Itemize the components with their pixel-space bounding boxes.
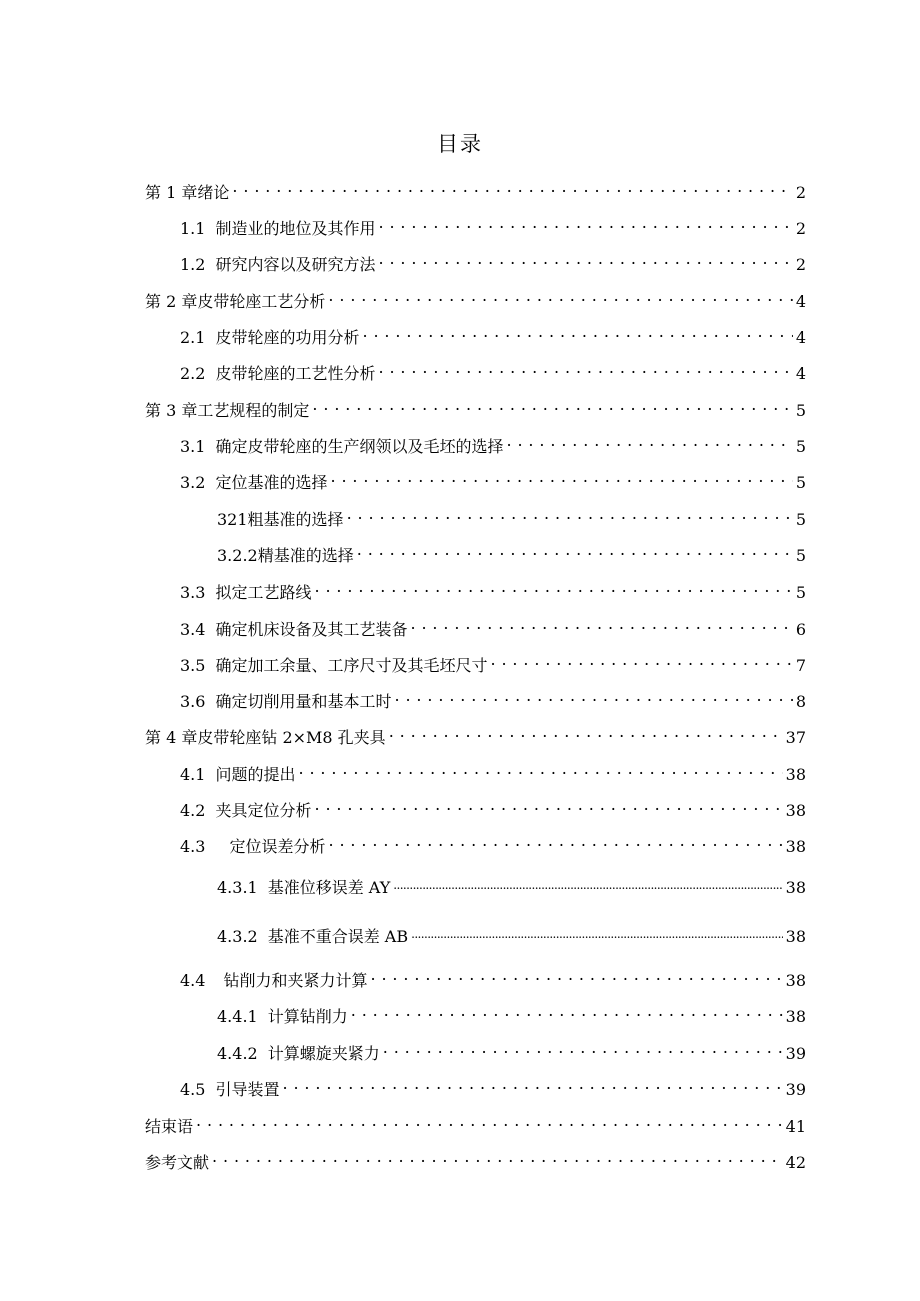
dot-leader <box>383 1037 783 1059</box>
toc-entry <box>180 576 806 604</box>
toc-entry <box>145 394 806 422</box>
dot-leader <box>362 321 792 343</box>
entry-page: 7 <box>795 656 806 675</box>
entry-number: 3.4 <box>180 620 206 639</box>
entry-number: 3.6 <box>180 692 206 711</box>
toc-entry <box>180 321 806 349</box>
entry-page: 4 <box>795 328 806 347</box>
entry-number: 1.2 <box>180 255 206 274</box>
dot-leader <box>394 685 792 707</box>
entry-label: 绪论 <box>197 183 230 202</box>
entry-number: 3.2 <box>180 473 206 492</box>
entry-number: 3.2.2 <box>217 546 258 565</box>
entry-number: 4.5 <box>180 1080 206 1099</box>
toc-entry <box>180 430 806 458</box>
entry-number: 4.1 <box>180 765 206 784</box>
entry-label: 夹具定位分析 <box>215 801 312 820</box>
entry-page: 37 <box>785 728 806 747</box>
entry-label: 定位误差分析 <box>229 837 326 856</box>
entry-page: 5 <box>795 546 806 565</box>
toc-entry <box>217 539 806 567</box>
entry-label: 精基准的选择 <box>257 546 354 565</box>
toc-entry <box>145 176 806 204</box>
entry-label: 工艺规程的制定 <box>197 401 310 420</box>
entry-number: 第 4 章 <box>145 728 198 747</box>
toc-title: 目录 <box>437 132 483 156</box>
toc-entry <box>180 248 806 276</box>
toc-entry <box>180 649 806 677</box>
dot-leader <box>411 920 783 942</box>
toc-entry <box>217 1000 806 1028</box>
toc-entry <box>180 758 806 786</box>
toc-entry <box>145 1110 806 1138</box>
dot-leader <box>312 394 792 416</box>
entry-page: 41 <box>785 1117 806 1136</box>
dot-leader <box>490 649 792 671</box>
entry-page: 38 <box>785 801 806 820</box>
entry-number: 4.3.1 <box>217 878 258 897</box>
entry-label: 定位基准的选择 <box>215 473 328 492</box>
entry-number: 4.3.2 <box>217 927 258 946</box>
dot-leader <box>314 794 782 816</box>
entry-page: 5 <box>795 510 806 529</box>
toc-entry <box>217 1037 806 1065</box>
entry-number: 2.1 <box>180 328 206 347</box>
entry-label: 确定切削用量和基本工时 <box>215 692 392 711</box>
entry-page: 5 <box>795 473 806 492</box>
dot-leader <box>410 613 792 635</box>
toc-entry <box>180 357 806 385</box>
entry-page: 6 <box>795 620 806 639</box>
entry-label: 参考文献 <box>145 1153 210 1172</box>
dot-leader <box>330 466 792 488</box>
toc-entry <box>217 871 806 899</box>
entry-page: 38 <box>785 837 806 856</box>
entry-label: 基准位移误差 AY <box>267 878 391 897</box>
entry-label: 引导装置 <box>215 1080 280 1099</box>
dot-leader <box>357 539 793 561</box>
toc-entry <box>180 830 806 858</box>
entry-number: 3.5 <box>180 656 206 675</box>
toc-entry <box>180 613 806 641</box>
dot-leader <box>212 1146 783 1168</box>
entry-number: 第 2 章 <box>145 292 198 311</box>
dot-leader <box>196 1110 783 1132</box>
dot-leader <box>282 1073 782 1095</box>
entry-page: 2 <box>795 183 806 202</box>
entry-label: 计算螺旋夹紧力 <box>267 1044 380 1063</box>
entry-page: 38 <box>785 878 806 897</box>
entry-label: 拟定工艺路线 <box>215 583 312 602</box>
entry-number: 321 <box>217 510 248 529</box>
dot-leader <box>378 357 792 379</box>
entry-number: 4.4 <box>180 971 206 990</box>
toc-entry <box>180 964 806 992</box>
entry-page: 38 <box>785 765 806 784</box>
toc-entry <box>217 920 806 948</box>
dot-leader <box>389 721 783 743</box>
entry-label: 研究内容以及研究方法 <box>215 255 376 274</box>
entry-number: 3.3 <box>180 583 206 602</box>
entry-page: 8 <box>795 692 806 711</box>
entry-number: 第 3 章 <box>145 401 198 420</box>
entry-label: 计算钻削力 <box>267 1007 348 1026</box>
entry-page: 5 <box>795 437 806 456</box>
entry-page: 38 <box>785 927 806 946</box>
entry-label: 确定加工余量、工序尺寸及其毛坯尺寸 <box>215 656 488 675</box>
entry-label: 钻削力和夹紧力计算 <box>223 971 368 990</box>
entry-page: 5 <box>795 583 806 602</box>
toc-entry <box>180 466 806 494</box>
entry-label: 结束语 <box>145 1117 194 1136</box>
entry-number: 2.2 <box>180 364 206 383</box>
dot-leader <box>328 285 792 307</box>
entry-page: 2 <box>795 219 806 238</box>
entry-label: 确定皮带轮座的生产纲领以及毛坯的选择 <box>215 437 504 456</box>
dot-leader <box>370 964 782 986</box>
dot-leader <box>378 248 792 270</box>
entry-number: 3.1 <box>180 437 206 456</box>
dot-leader <box>378 212 792 234</box>
entry-number: 4.4.1 <box>217 1007 258 1026</box>
entry-number: 4.3 <box>180 837 206 856</box>
entry-page: 42 <box>785 1153 806 1172</box>
entry-page: 5 <box>795 401 806 420</box>
entry-label: 确定机床设备及其工艺装备 <box>215 620 408 639</box>
entry-page: 38 <box>785 971 806 990</box>
entry-label: 粗基准的选择 <box>247 510 344 529</box>
entry-page: 4 <box>795 364 806 383</box>
dot-leader <box>351 1000 783 1022</box>
entry-number: 1.1 <box>180 219 206 238</box>
entry-page: 39 <box>785 1044 806 1063</box>
dot-leader <box>298 758 782 780</box>
entry-label: 制造业的地位及其作用 <box>215 219 376 238</box>
toc-entry <box>145 285 806 313</box>
dot-leader <box>314 576 792 598</box>
entry-number: 第 1 章 <box>145 183 198 202</box>
entry-page: 38 <box>785 1007 806 1026</box>
entry-page: 4 <box>795 292 806 311</box>
toc-entry <box>180 212 806 240</box>
dot-leader <box>506 430 792 452</box>
entry-label: 基准不重合误差 AB <box>267 927 409 946</box>
dot-leader <box>393 871 782 893</box>
entry-label: 皮带轮座的工艺性分析 <box>215 364 376 383</box>
dot-leader <box>347 503 793 525</box>
entry-page: 39 <box>785 1080 806 1099</box>
toc-entry <box>145 721 806 749</box>
toc-entry <box>180 1073 806 1101</box>
entry-number: 4.4.2 <box>217 1044 258 1063</box>
dot-leader <box>232 176 792 198</box>
toc-entry <box>180 685 806 713</box>
entry-label: 问题的提出 <box>215 765 296 784</box>
entry-page: 2 <box>795 255 806 274</box>
dot-leader <box>328 830 782 852</box>
entry-label: 皮带轮座钻 2×M8 孔夹具 <box>197 728 386 747</box>
toc-entry <box>217 503 806 531</box>
toc-entry <box>180 794 806 822</box>
entry-label: 皮带轮座工艺分析 <box>197 292 326 311</box>
toc-entry <box>145 1146 806 1174</box>
entry-number: 4.2 <box>180 801 206 820</box>
entry-label: 皮带轮座的功用分析 <box>215 328 360 347</box>
